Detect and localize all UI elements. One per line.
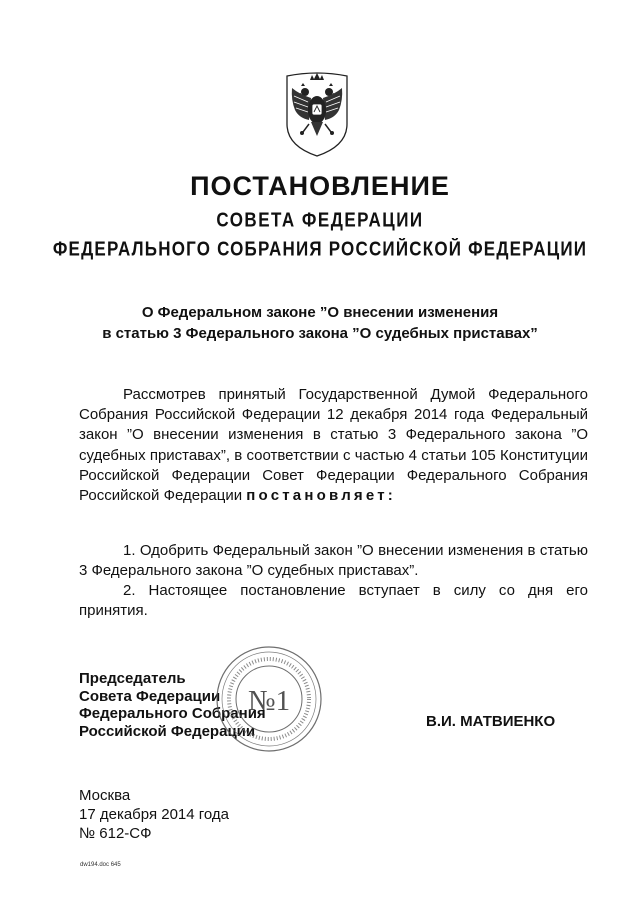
main-paragraph bbox=[79, 385, 588, 506]
stamp-number: №1 bbox=[247, 685, 291, 717]
resolution-item: 2. Настоящее постановление вступает в силу со дня его принятия. bbox=[79, 582, 588, 620]
issuer-line: СОВЕТА ФЕДЕРАЦИИ bbox=[216, 209, 424, 232]
resolution-item: 1. Одобрить Федеральный закон ”О внесении изменения в статью 3 Федерального закона ”О судебных приставах”. bbox=[79, 542, 588, 580]
footer-code: dw194.doc 645 bbox=[80, 862, 121, 868]
signatory-name: В.И. МАТВИЕНКО bbox=[426, 713, 556, 730]
stamp-seal-icon bbox=[214, 644, 324, 754]
signatory-line: Федерального Собрания bbox=[79, 705, 266, 722]
issuer-line: ФЕДЕРАЛЬНОГО СОБРАНИЯ РОССИЙСКОЙ ФЕДЕРАЦИИ bbox=[52, 238, 588, 261]
paragraph-text: Рассмотрев принятый Государственной Думой Федерального Собрания Российской Федерации 12 декабря 2014 года Федеральный закон ”О внесении изменения в статью 3 Федерального закона ”О судебных приставах”, в соответствии с частью 4 статьи 105 Конституции Российской Федерации Совет Федерации Федерального Собрания Российской Федерации bbox=[79, 386, 588, 505]
official-stamp bbox=[214, 644, 324, 754]
document-date: 17 декабря 2014 года bbox=[79, 806, 230, 823]
decides-word: постановляет: bbox=[246, 487, 396, 505]
document-title: ПОСТАНОВЛЕНИЕ bbox=[190, 171, 450, 201]
place-and-date bbox=[79, 786, 229, 843]
subject-line: О Федеральном законе ”О внесении изменения bbox=[141, 304, 499, 321]
document-number: № 612-СФ bbox=[79, 825, 152, 842]
place-city: Москва bbox=[79, 787, 131, 804]
coat-of-arms-icon bbox=[281, 66, 353, 160]
signatory-line: Председатель bbox=[79, 670, 186, 687]
document-subject bbox=[60, 302, 580, 344]
signatory-line: Российской Федерации bbox=[79, 722, 256, 740]
signatory-line: Совета Федерации bbox=[79, 687, 221, 705]
subject-line: в статью 3 Федерального закона ”О судебных приставах” bbox=[102, 325, 538, 342]
